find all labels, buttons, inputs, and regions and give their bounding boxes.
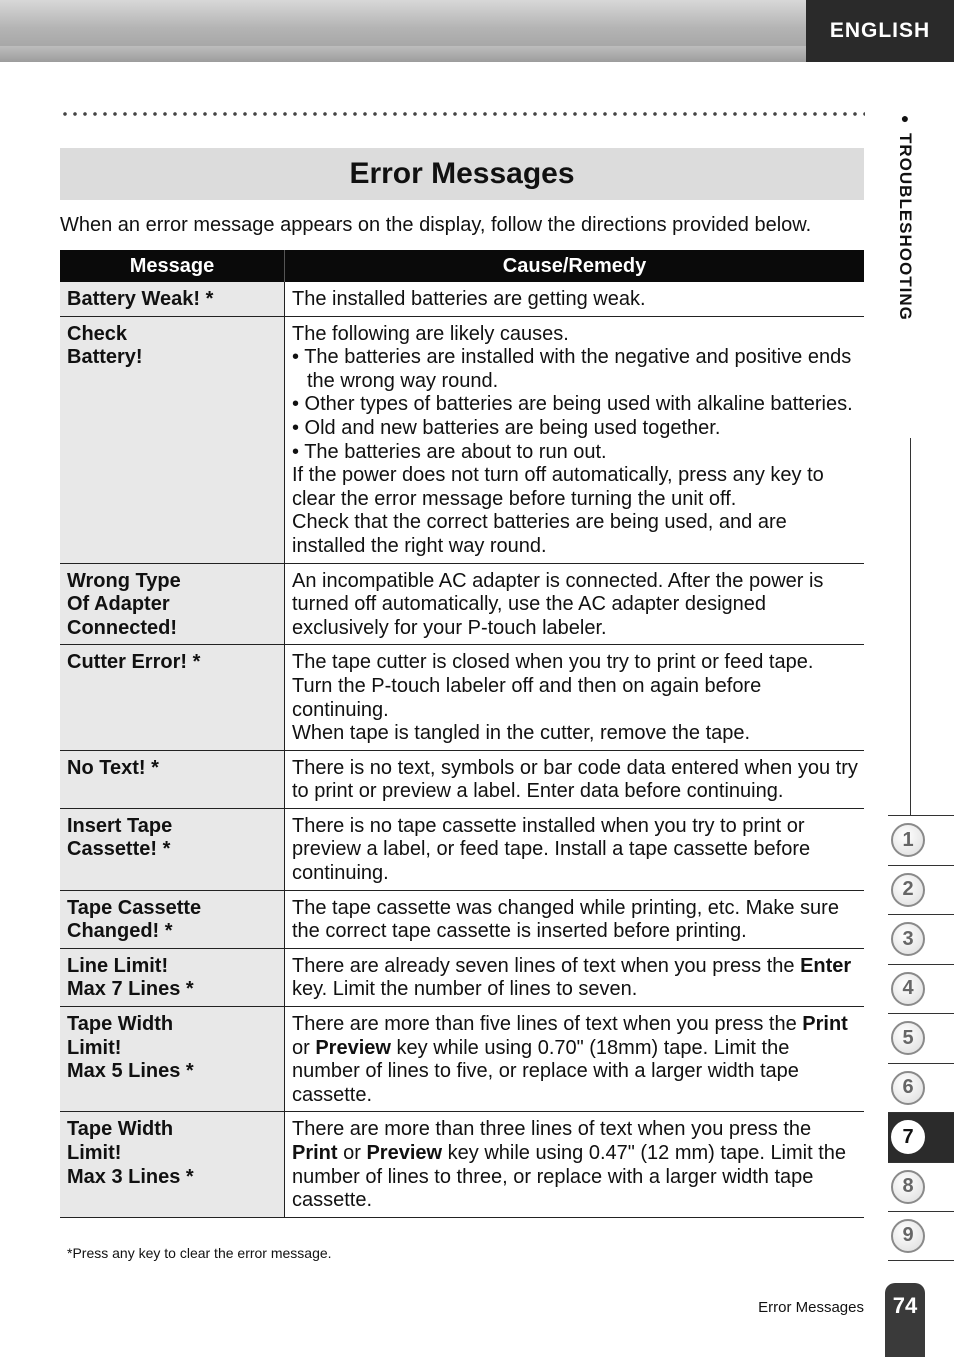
remedy-text: key. Limit the number of lines to seven. bbox=[292, 978, 638, 1001]
remedy-line bbox=[292, 1118, 858, 1212]
dotted-divider bbox=[60, 110, 865, 118]
section-label-text: TROUBLESHOOTING bbox=[896, 133, 915, 321]
remedy-text: key while using 0.70" (18mm) tape. Limit the number of lines to five, or replace with a larger width tape cassette. bbox=[292, 1036, 799, 1106]
chapter-tab-8 bbox=[888, 1162, 954, 1212]
chapter-tab-6 bbox=[888, 1063, 954, 1113]
error-message-cell: Cutter Error! * bbox=[60, 645, 285, 750]
remedy-bullet: • The batteries are installed with the negative and positive ends the wrong way round. bbox=[292, 346, 852, 392]
chapter-number-icon: 9 bbox=[891, 1219, 925, 1253]
remedy-bullet: • Other types of batteries are being used with alkaline batteries. bbox=[292, 393, 853, 416]
cause-remedy-cell bbox=[285, 948, 865, 1006]
chapter-tab-4 bbox=[888, 964, 954, 1014]
key-name: Enter bbox=[800, 954, 852, 977]
chapter-tab-1 bbox=[888, 815, 954, 865]
error-message-cell: Insert Tape Cassette! * bbox=[60, 808, 285, 890]
remedy-text: There are more than five lines of text when you press the bbox=[292, 1013, 803, 1036]
remedy-text: key while using 0.47" (12 mm) tape. Limit the number of lines to three, or replace with a larger width tape cassette. bbox=[292, 1142, 847, 1212]
remedy-line: An incompatible AC adapter is connected. After the power is turned off automatically, use the AC adapter designed exclusively for your P-touch labeler. bbox=[292, 569, 824, 639]
remedy-line: The tape cassette was changed while printing, etc. Make sure the correct tape cassette is inserted before printing. bbox=[292, 896, 839, 943]
remedy-line: If the power does not turn off automatically, press any key to clear the error message before turning the unit off. bbox=[292, 464, 824, 510]
key-name: Preview bbox=[366, 1142, 443, 1164]
error-message-cell: Tape Width Limit! Max 5 Lines * bbox=[60, 1007, 285, 1112]
chapter-number-icon: 3 bbox=[891, 922, 925, 956]
table-row bbox=[60, 645, 864, 750]
remedy-text: or bbox=[337, 1142, 367, 1164]
side-divider bbox=[910, 438, 911, 815]
cause-remedy-cell bbox=[285, 282, 865, 316]
remedy-bullet: • Old and new batteries are being used together. bbox=[292, 416, 721, 439]
remedy-line: When tape is tangled in the cutter, remove the tape. bbox=[292, 722, 751, 745]
remedy-line: There is no tape cassette installed when you try to print or preview a label, or feed tape. Install a tape cassette before continuing. bbox=[292, 814, 811, 885]
header-bar bbox=[0, 0, 806, 62]
table-row bbox=[60, 948, 864, 1006]
table-row bbox=[60, 316, 864, 563]
error-message-cell: Tape Cassette Changed! * bbox=[60, 890, 285, 948]
table-row bbox=[60, 890, 864, 948]
remedy-line: Check that the correct batteries are being used, and are installed the right way round. bbox=[292, 511, 787, 557]
cause-remedy-cell bbox=[285, 1007, 865, 1112]
error-messages-table bbox=[60, 250, 864, 1218]
cause-remedy-cell bbox=[285, 563, 865, 645]
chapter-number-icon: 6 bbox=[891, 1071, 925, 1105]
cause-remedy-cell bbox=[285, 890, 865, 948]
chapter-number-icon: 8 bbox=[891, 1170, 925, 1204]
table-row bbox=[60, 1112, 864, 1217]
remedy-line: The tape cutter is closed when you try to print or feed tape. Turn the P-touch labeler off and then on again before continuing. bbox=[292, 651, 814, 721]
chapter-tabs bbox=[888, 815, 954, 1261]
section-side-label bbox=[890, 110, 920, 350]
key-name: Preview bbox=[315, 1036, 391, 1059]
cause-remedy-cell bbox=[285, 1112, 865, 1217]
table-row bbox=[60, 750, 864, 808]
chapter-tab-3 bbox=[888, 914, 954, 964]
page-number: 74 bbox=[885, 1283, 925, 1357]
remedy-text: There are more than three lines of text when you press the bbox=[292, 1118, 812, 1141]
error-message-cell: Wrong Type Of Adapter Connected! bbox=[60, 563, 285, 645]
cause-remedy-cell bbox=[285, 808, 865, 890]
bullet-icon: ● bbox=[897, 110, 913, 127]
error-message-cell: Line Limit! Max 7 Lines * bbox=[60, 948, 285, 1006]
chapter-number-icon: 2 bbox=[891, 873, 925, 907]
remedy-line: The following are likely causes. bbox=[292, 322, 569, 345]
table-row bbox=[60, 282, 864, 316]
table-row bbox=[60, 563, 864, 645]
chapter-tab-7 bbox=[888, 1112, 954, 1162]
cause-remedy-cell bbox=[285, 750, 865, 808]
error-message-cell: No Text! * bbox=[60, 750, 285, 808]
remedy-line: The installed batteries are getting weak. bbox=[292, 288, 646, 310]
column-header-remedy: Cause/Remedy bbox=[285, 250, 865, 282]
table-header-row bbox=[60, 250, 864, 282]
error-message-cell: Battery Weak! * bbox=[60, 282, 285, 316]
cause-remedy-cell bbox=[285, 316, 865, 563]
intro-text: When an error message appears on the display, follow the directions provided below. bbox=[60, 214, 812, 236]
error-message-cell: Check Battery! bbox=[60, 316, 285, 563]
chapter-number-icon: 1 bbox=[891, 823, 925, 857]
chapter-number-icon: 4 bbox=[891, 972, 925, 1006]
remedy-line bbox=[292, 1013, 858, 1107]
remedy-line bbox=[292, 955, 858, 1002]
table-row bbox=[60, 1007, 864, 1112]
remedy-text: or bbox=[292, 1036, 316, 1059]
remedy-text: There are already seven lines of text when you press the bbox=[292, 954, 801, 977]
key-name: Print bbox=[292, 1142, 338, 1164]
key-name: Print bbox=[802, 1013, 848, 1036]
chapter-number-icon: 7 bbox=[891, 1120, 925, 1154]
table-row bbox=[60, 808, 864, 890]
footnote: *Press any key to clear the error message. bbox=[67, 1245, 332, 1261]
footer-section-label: Error Messages bbox=[758, 1299, 864, 1316]
remedy-line: There is no text, symbols or bar code data entered when you try to print or preview a label. Enter data before continuing. bbox=[292, 756, 858, 803]
column-header-message: Message bbox=[60, 250, 285, 282]
language-tab: ENGLISH bbox=[806, 0, 954, 62]
page-title: Error Messages bbox=[60, 148, 864, 200]
chapter-number-icon: 5 bbox=[891, 1021, 925, 1055]
chapter-tab-9 bbox=[888, 1211, 954, 1261]
remedy-bullet: • The batteries are about to run out. bbox=[292, 440, 607, 463]
error-message-cell: Tape Width Limit! Max 3 Lines * bbox=[60, 1112, 285, 1217]
chapter-tab-2 bbox=[888, 865, 954, 915]
chapter-tab-5 bbox=[888, 1013, 954, 1063]
cause-remedy-cell bbox=[285, 645, 865, 750]
